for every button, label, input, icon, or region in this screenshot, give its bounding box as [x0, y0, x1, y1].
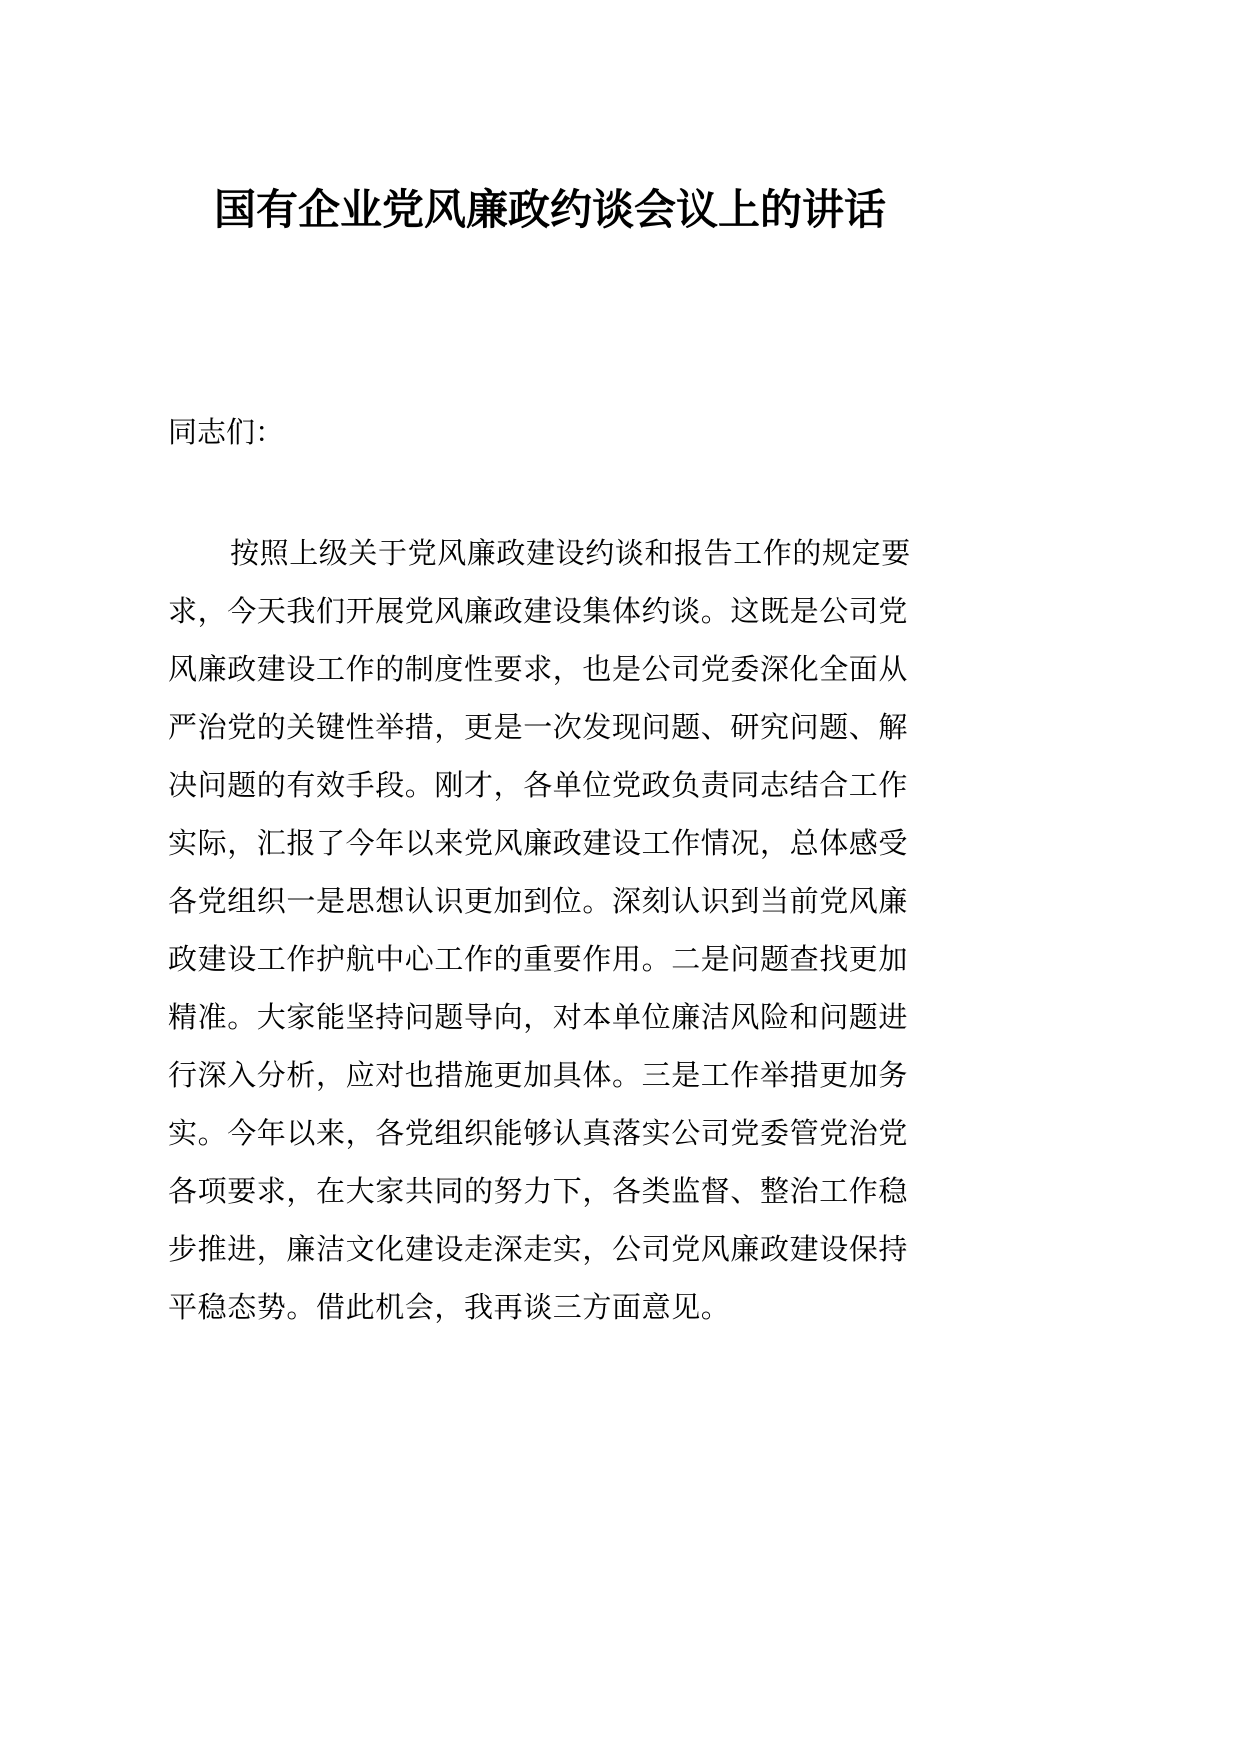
paragraph-line: 风廉政建设工作的制度性要求，也是公司党委深化全面从	[168, 652, 909, 686]
paragraph-line: 按照上级关于党风廉政建设约谈和报告工作的规定要	[230, 536, 911, 570]
paragraph-line: 平稳态势。借此机会，我再谈三方面意见。	[168, 1290, 731, 1324]
paragraph-line: 政建设工作护航中心工作的重要作用。二是问题查找更加	[168, 942, 909, 976]
paragraph-line: 精准。大家能坚持问题导向，对本单位廉洁风险和问题进	[168, 1000, 909, 1034]
paragraph-line: 实际，汇报了今年以来党风廉政建设工作情况，总体感受	[168, 826, 909, 860]
paragraph-line: 求，今天我们开展党风廉政建设集体约谈。这既是公司党	[168, 594, 909, 628]
paragraph-line: 决问题的有效手段。刚才，各单位党政负责同志结合工作	[168, 768, 909, 802]
paragraph-line: 行深入分析，应对也措施更加具体。三是工作举措更加务	[168, 1058, 909, 1092]
paragraph-line: 实。今年以来，各党组织能够认真落实公司党委管党治党	[168, 1116, 909, 1150]
salutation: 同志们：	[168, 415, 285, 449]
body-paragraph	[168, 524, 948, 1336]
paragraph-line: 步推进，廉洁文化建设走深走实，公司党风廉政建设保持	[168, 1232, 909, 1266]
paragraph-line: 各党组织一是思想认识更加到位。深刻认识到当前党风廉	[168, 884, 909, 918]
paragraph-line: 严治党的关键性举措，更是一次发现问题、研究问题、解	[168, 710, 909, 744]
document-title: 国有企业党风廉政约谈会议上的讲话	[213, 185, 886, 234]
paragraph-line: 各项要求，在大家共同的努力下，各类监督、整治工作稳	[168, 1174, 909, 1208]
